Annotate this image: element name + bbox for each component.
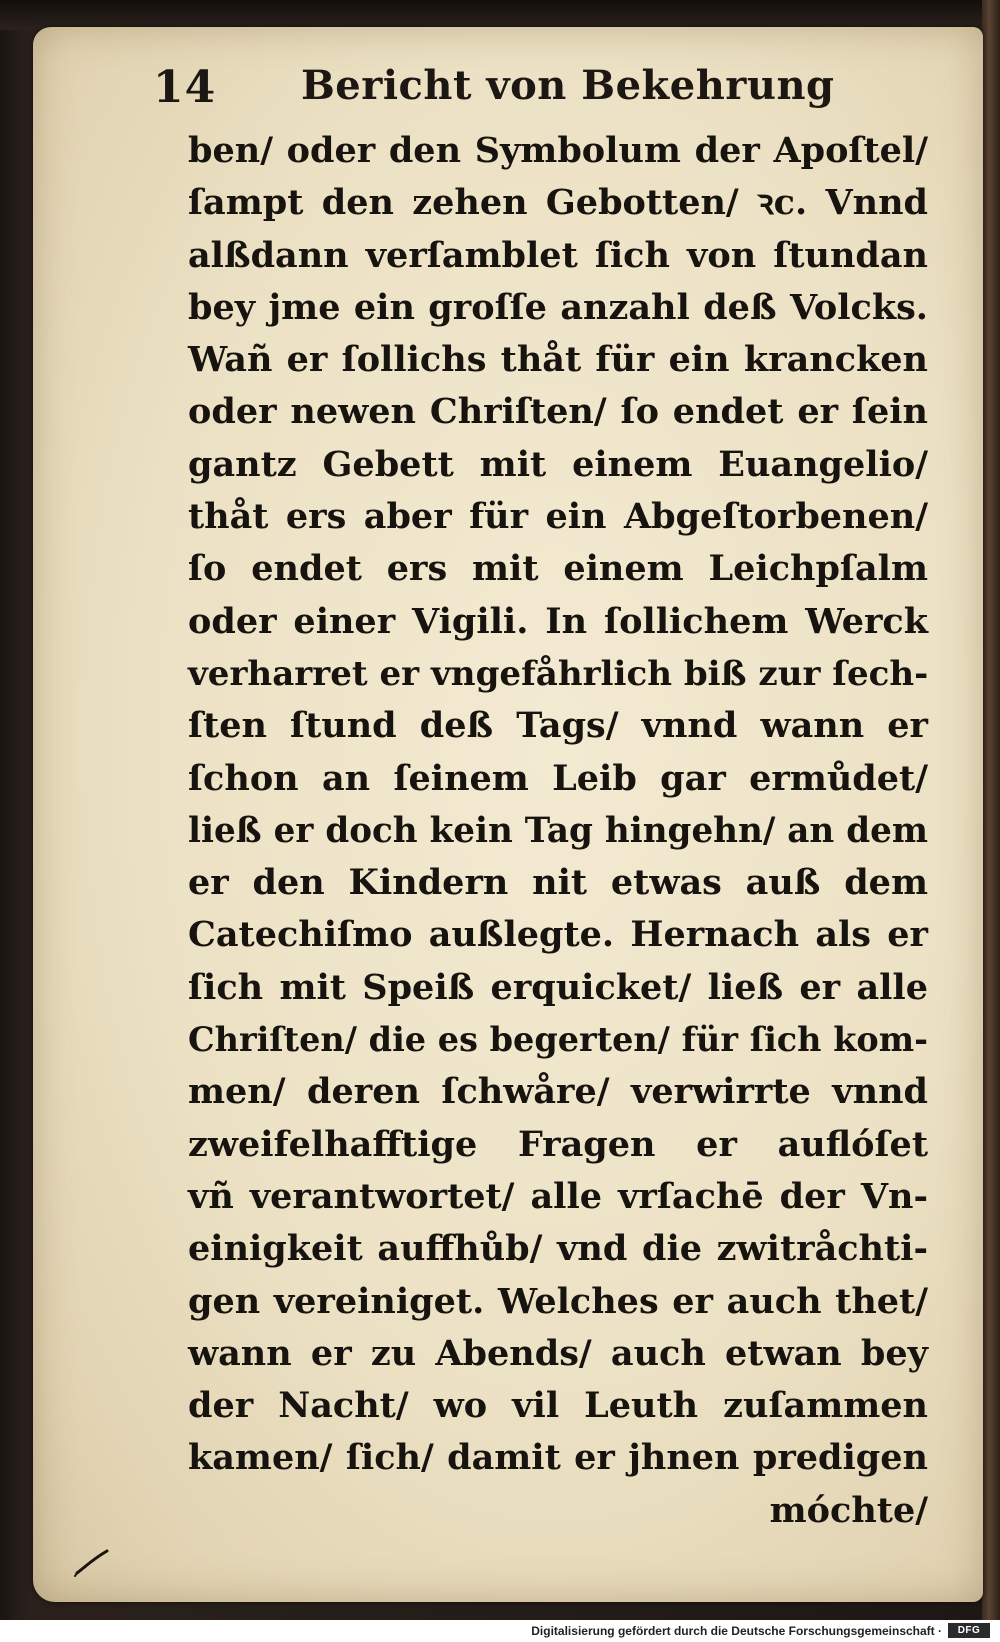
margin-pen-mark (73, 1547, 113, 1577)
book-page (33, 27, 983, 1602)
text-line: oder einer Vigili. In ſollichem Werck (188, 600, 928, 642)
footer-credit: Digitalisierung gefördert durch die Deutsche Forschungsgemeinschaft · (531, 1624, 942, 1638)
text-line: Catechiſmo außlegte. Hernach als er (188, 914, 928, 956)
running-head (153, 62, 913, 122)
text-line: er den Kindern nit etwas auß dem (188, 862, 928, 904)
text-line: ben/ oder den Symbolum der Apoſtel/ (188, 130, 928, 171)
text-line: kamen/ ſich/ damit er jhnen predigen (188, 1437, 928, 1479)
text-line: wann er zu Abends/ auch etwan bey (188, 1332, 928, 1374)
digitization-footer (0, 1620, 1000, 1642)
text-line: thåt ers aber für ein Abgeſtorbenen/ (188, 496, 928, 538)
book-cover-edge-right (982, 0, 1000, 1620)
text-line: ließ er doch kein Tag hingehn/ an dem (188, 810, 928, 851)
text-line: ſich mit Speiß erquicket/ ließ er alle (188, 966, 928, 1008)
text-line: men/ deren ſchwåre/ verwirrte vnnd (188, 1071, 928, 1113)
text-line: vñ verantwortet/ alle vrſachē der Vn- (188, 1175, 928, 1217)
text-line: ſchon an ſeinem Leib gar ermůdet/ (188, 757, 928, 799)
text-line: oder newen Chriſten/ ſo endet er ſein (188, 391, 928, 433)
text-line: verharret er vngefåhrlich biß zur ſech- (188, 653, 929, 694)
text-line: der Nacht/ wo vil Leuth zuſammen (188, 1385, 928, 1427)
text-line: alßdann verſamblet ſich von ſtundan (188, 234, 928, 276)
text-line: bey jme ein groſſe anzahl deß Volcks. (188, 286, 928, 328)
text-line: ſo endet ers mit einem Leichpſalm (188, 548, 928, 590)
text-line: móchte/ (769, 1489, 928, 1531)
running-title: Bericht von Bekehrung (301, 62, 835, 109)
page-body-text (188, 125, 928, 1537)
page-number: 14 (153, 62, 217, 113)
text-line: gantz Gebett mit einem Euangelio/ (188, 443, 928, 485)
text-line: gen vereiniget. Welches er auch thet/ (188, 1280, 928, 1322)
text-line: einigkeit auffhůb/ vnd die zwitråchti- (188, 1228, 928, 1270)
text-line: ſten ſtund deß Tags/ vnnd wann er (188, 705, 928, 747)
text-line: Wañ er ſollichs thåt für ein krancken (188, 339, 928, 381)
text-line: Chriſten/ die es begerten/ für ſich kom- (188, 1020, 928, 1060)
book-cover-edge-top (0, 0, 1000, 30)
text-line: zweifelhafftige Fragen er auflóſet (188, 1123, 928, 1165)
dfg-logo: DFG (948, 1623, 990, 1638)
text-line: ſampt den zehen Gebotten/ ꝛc. Vnnd (188, 182, 928, 224)
